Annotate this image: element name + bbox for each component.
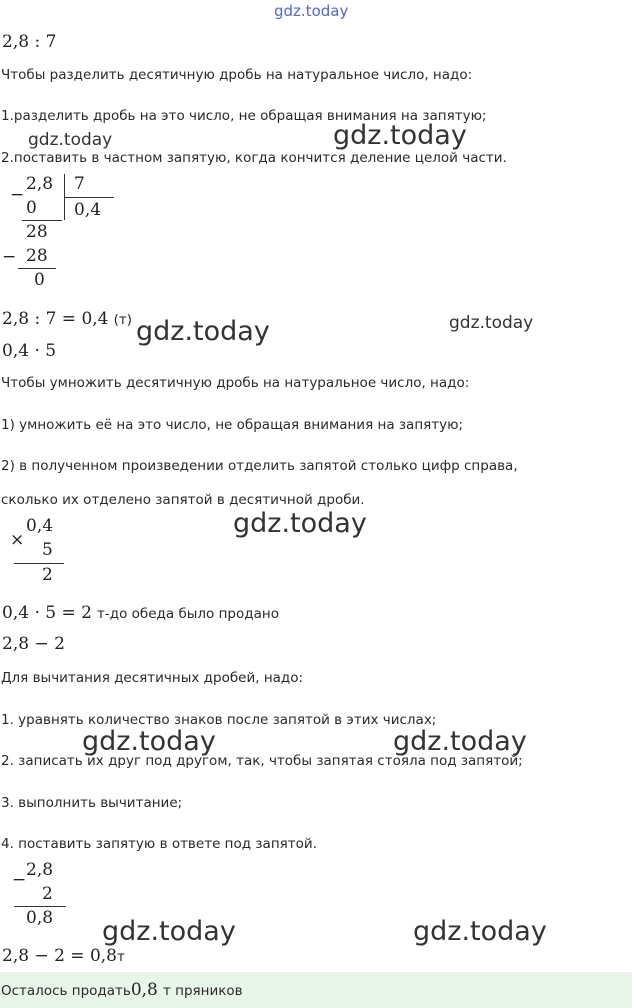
minus-sign: − xyxy=(12,870,27,890)
product: 2 xyxy=(42,565,53,585)
multiplication-rule-step1: 1) умножить её на это число, не обращая внимания на запятую; xyxy=(1,417,464,433)
subtraction-rule-step4: 4. поставить запятую в ответе под запятой. xyxy=(1,836,317,852)
expression-multiplication: 0,4 · 5 xyxy=(2,341,57,361)
multiplication-result-text: т-до обеда было продано xyxy=(97,606,279,622)
subtraction-result-unit: т xyxy=(117,949,125,965)
watermark: gdz.today xyxy=(136,316,270,347)
multiplication-result-expr: 0,4 · 5 = 2 xyxy=(2,603,92,623)
remainder-2: 0 xyxy=(34,270,45,290)
watermark-top: gdz.today xyxy=(274,2,349,20)
watermark: gdz.today xyxy=(449,313,534,333)
division-rule-title: Чтобы разделить десятичную дробь на натуральное число, надо: xyxy=(1,67,473,83)
subtraction-rule-step1: 1. уравнять количество знаков после запятой в этих числах; xyxy=(1,712,437,728)
subtrahend-2: 28 xyxy=(26,246,48,266)
division-rule-step2: 2.поставить в частном запятую, когда кончится деление целой части. xyxy=(1,150,507,166)
quotient: 0,4 xyxy=(74,200,102,220)
minus-sign: − xyxy=(2,247,17,267)
subtrahend: 2 xyxy=(42,884,53,904)
multiplication-rule-step2b: сколько их отделено запятой в десятичной дроби. xyxy=(1,492,365,508)
watermark: gdz.today xyxy=(393,726,527,757)
subtraction-result-expr: 2,8 − 2 = 0,8 xyxy=(2,946,117,966)
expression-division: 2,8 : 7 xyxy=(2,32,57,52)
answer-prefix: Осталось продать xyxy=(1,983,131,999)
subtraction-line xyxy=(14,906,66,907)
division-result xyxy=(2,309,132,329)
multiplication-rule-title: Чтобы умножить десятичную дробь на натуральное число, надо: xyxy=(1,375,470,391)
multiplication-rule-step2a: 2) в полученном произведении отделить запятой столько цифр справа, xyxy=(1,458,518,474)
watermark: gdz.today xyxy=(333,120,467,151)
difference: 0,8 xyxy=(26,908,54,928)
multiplication-result xyxy=(2,603,279,623)
subtraction-rule-step3: 3. выполнить вычитание; xyxy=(1,795,183,811)
division-bracket-horizontal xyxy=(64,197,114,198)
watermark: gdz.today xyxy=(28,130,113,150)
watermark: gdz.today xyxy=(233,508,367,539)
expression-subtraction: 2,8 − 2 xyxy=(2,634,65,654)
minuend: 2,8 xyxy=(26,860,54,880)
answer-suffix: т пряников xyxy=(162,983,243,999)
answer-line xyxy=(1,980,243,1000)
subtraction-rule-title: Для вычитания десятичных дробей, надо: xyxy=(1,670,304,686)
subtraction-result xyxy=(2,946,125,966)
subtrahend-1: 0 xyxy=(26,198,37,218)
watermark: gdz.today xyxy=(413,916,547,947)
underline-1 xyxy=(22,220,62,221)
remainder-1: 28 xyxy=(26,222,48,242)
answer-value: 0,8 xyxy=(130,980,158,1000)
division-rule-step1: 1.разделить дробь на это число, не обращая внимания на запятую; xyxy=(1,108,487,124)
times-sign: × xyxy=(10,530,25,550)
watermark: gdz.today xyxy=(102,916,236,947)
multiplication-line xyxy=(14,563,64,564)
multiplier: 5 xyxy=(42,540,53,560)
division-result-expr: 2,8 : 7 = 0,4 xyxy=(2,309,109,329)
dividend: 2,8 xyxy=(26,174,54,194)
underline-2 xyxy=(18,268,56,269)
minus-sign: − xyxy=(10,185,25,205)
watermark: gdz.today xyxy=(82,726,216,757)
division-result-unit: (т) xyxy=(113,312,132,328)
subtraction-rule-step2: 2. записать их друг под другом, так, чтобы запятая стояла под запятой; xyxy=(1,753,523,769)
divisor: 7 xyxy=(74,174,85,194)
multiplicand: 0,4 xyxy=(26,516,54,536)
